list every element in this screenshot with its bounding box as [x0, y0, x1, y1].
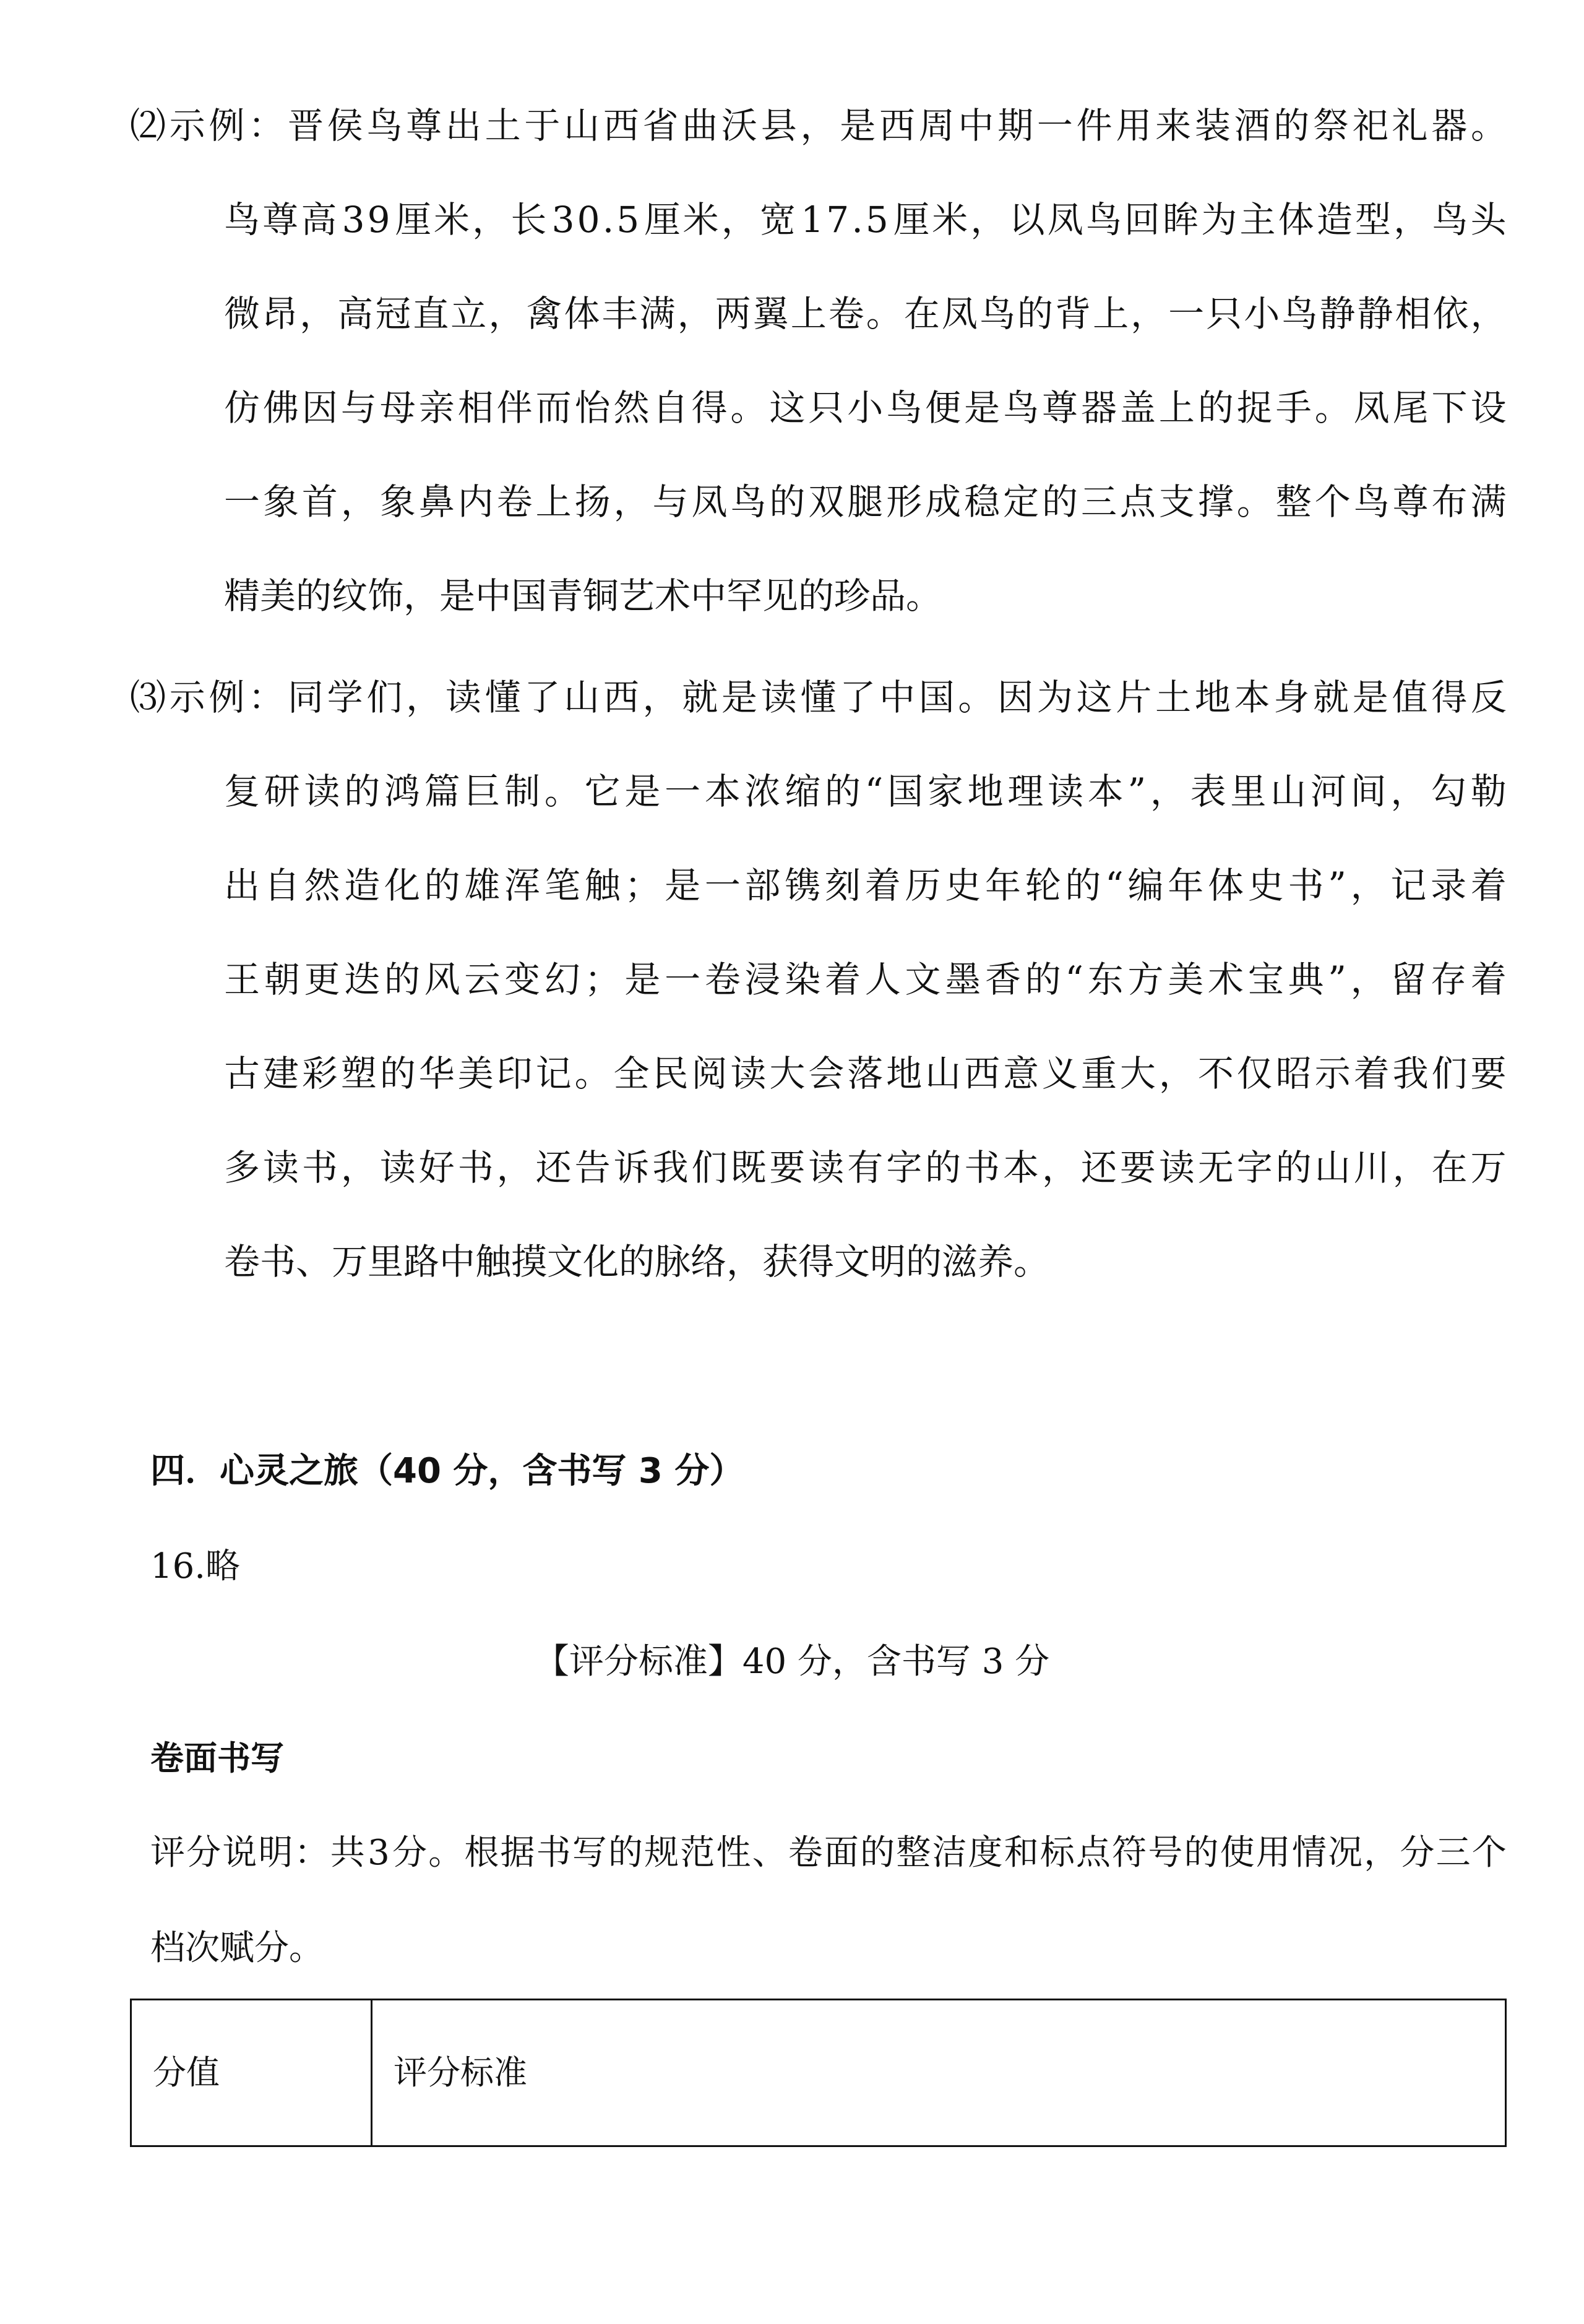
section-four-heading: 四．心灵之旅（40 分，含书写 3 分） [150, 1451, 744, 1491]
explanation-line-1: 评 分 说 明 ： 共 3 分 。 根 据 书 写 的 规 范 性 、 卷 面 的 整 洁 度 和 标 点 符 号 的 使 用 情 况 ， 分 三 个 [150, 1833, 1507, 1873]
question-16: 16.略 [150, 1546, 241, 1586]
writing-heading: 卷面书写 [150, 1739, 284, 1778]
answer-2-line-6: 精美的纹饰，是中国青铜艺术中罕见的珍品。 [224, 575, 942, 617]
answer-3-line-1: ⑶ 示 例 ： 同 学 们 ， 读 懂 了 山 西 ， 就 是 读 懂 了 中 国 。 因 为 这 片 土 地 本 身 就 是 值 得 反 [130, 676, 1507, 718]
answer-2-line-1: ⑵ 示 例 ： 晋 侯 鸟 尊 出 土 于 山 西 省 曲 沃 县 ， 是 西 周 中 期 一 件 用 来 装 酒 的 祭 祀 礼 器 。 [130, 105, 1507, 147]
score-table [130, 1999, 1507, 2147]
criteria-title: 【评分标准】40 分，含书写 3 分 [534, 1642, 1050, 1682]
answer-2-line-5: 一 象 首 ， 象 鼻 内 卷 上 扬 ， 与 凤 鸟 的 双 腿 形 成 稳 定 的 三 点 支 撑 。 整 个 鸟 尊 布 满 [224, 481, 1507, 523]
answer-2-line-2: 鸟 尊 高 3 9 厘 米 ， 长 3 0 . 5 厘 米 ， 宽 1 7 . 5 厘 米 ， 以 凤 鸟 回 眸 为 主 体 造 型 ， 鸟 头 [224, 199, 1507, 241]
table-header-score: 分值 [131, 2000, 372, 2146]
answer-3-line-4: 王 朝 更 迭 的 风 云 变 幻 ； 是 一 卷 浸 染 着 人 文 墨 香 的 “ 东 方 美 术 宝 典 ” ， 留 存 着 [224, 958, 1507, 1001]
explanation-line-2: 档次赋分。 [150, 1928, 324, 1968]
answer-2-line-3: 微 昂 ， 高 冠 直 立 ， 禽 体 丰 满 ， 两 翼 上 卷 。 在 凤 鸟 的 背 上 ， 一 只 小 鸟 静 静 相 依 ， [224, 293, 1507, 335]
table-header-criteria: 评分标准 [372, 2000, 1506, 2146]
answer-3-line-5: 古 建 彩 塑 的 华 美 印 记 。 全 民 阅 读 大 会 落 地 山 西 意 义 重 大 ， 不 仅 昭 示 着 我 们 要 [224, 1052, 1507, 1095]
answer-2-line-4: 仿 佛 因 与 母 亲 相 伴 而 怡 然 自 得 。 这 只 小 鸟 便 是 鸟 尊 器 盖 上 的 捉 手 。 凤 尾 下 设 [224, 387, 1507, 429]
table-row [131, 2000, 1506, 2146]
answer-3-line-6: 多 读 书 ， 读 好 书 ， 还 告 诉 我 们 既 要 读 有 字 的 书 本 ， 还 要 读 无 字 的 山 川 ， 在 万 [224, 1147, 1507, 1189]
answer-3-line-7: 卷书、万里路中触摸文化的脉络，获得文明的滋养。 [224, 1241, 1050, 1283]
answer-3-line-2: 复 研 读 的 鸿 篇 巨 制 。 它 是 一 本 浓 缩 的 “ 国 家 地 理 读 本 ” ， 表 里 山 河 间 ， 勾 勒 [224, 770, 1507, 812]
answer-3-line-3: 出 自 然 造 化 的 雄 浑 笔 触 ； 是 一 部 镌 刻 着 历 史 年 轮 的 “ 编 年 体 史 书 ” ， 记 录 着 [224, 864, 1507, 906]
